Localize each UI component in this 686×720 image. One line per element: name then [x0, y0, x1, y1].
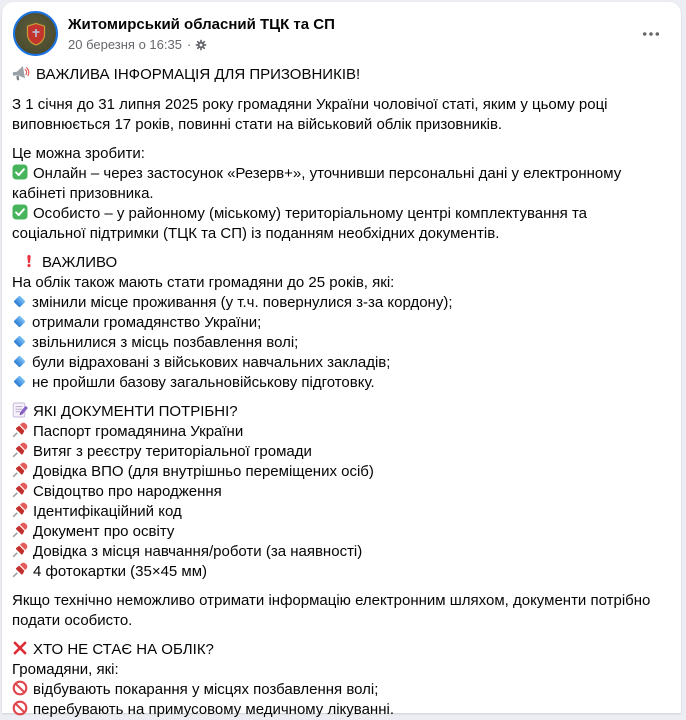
- prohibited-icon: [12, 680, 28, 696]
- documents-title-text: ЯКІ ДОКУМЕНТИ ПОТРІБНІ?: [33, 403, 238, 420]
- list-item: [12, 522, 659, 542]
- important-title: [12, 253, 659, 273]
- list-item-text: 4 фотокартки (35×45 мм): [33, 563, 208, 580]
- list-item: [12, 204, 659, 244]
- documents-section: [12, 402, 659, 582]
- page-name[interactable]: Житомирський обласний ТЦК та СП: [68, 16, 335, 33]
- green-check-icon: [12, 204, 28, 220]
- list-item: [12, 164, 659, 204]
- blue-diamond-icon: [12, 374, 27, 389]
- not-registered-section: [12, 640, 659, 720]
- list-item-text: Свідоцтво про народження: [33, 483, 222, 500]
- list-item: [12, 502, 659, 522]
- list-item-text: Онлайн – через застосунок «Резерв+», уточнивши персональні дані у електронному кабінеті призовника.: [12, 165, 622, 202]
- facebook-post-card: [2, 2, 681, 718]
- separator-dot: ·: [186, 37, 192, 52]
- more-options-button[interactable]: [635, 18, 667, 50]
- list-item: [12, 680, 659, 700]
- list-item-text: Паспорт громадянина України: [33, 423, 244, 440]
- prohibited-icon: [12, 700, 28, 716]
- intro-paragraph: З 1 січня до 31 липня 2025 року громадяни України чоловічої статі, яким у цьому році виповнюється 17 років, повинні стати на військовий облік призовників.: [12, 96, 608, 133]
- how-to-register-section: [12, 144, 659, 244]
- pushpin-icon: [12, 542, 28, 558]
- list-item-text: перебувають на примусовому медичному лікуванні.: [33, 701, 394, 718]
- list-item-text: не пройшли базову загальновійськову підготовку.: [32, 374, 375, 391]
- how-title: Це можна зробити:: [12, 145, 145, 162]
- list-item-text: відбувають покарання у місцях позбавлення волі;: [33, 681, 379, 698]
- red-exclamation-icon: [22, 253, 36, 269]
- important-section: [12, 253, 659, 393]
- list-item: [12, 482, 659, 502]
- list-item-text: звільнилися з місць позбавлення волі;: [32, 334, 299, 351]
- list-item-text: Документ про освіту: [33, 523, 175, 540]
- timestamp-text[interactable]: 20 березня о 16:35: [68, 37, 182, 52]
- post-headline: [12, 65, 659, 85]
- shield-emblem-icon: [25, 22, 47, 46]
- important-subtitle: На облік також мають стати громадяни до 25 років, які:: [12, 274, 395, 291]
- post-header: [2, 2, 681, 58]
- who-not-title-text: ХТО НЕ СТАЄ НА ОБЛІК?: [33, 641, 214, 658]
- timestamp[interactable]: [68, 37, 335, 52]
- list-item: [12, 373, 659, 393]
- important-title-text: ВАЖЛИВО: [42, 254, 118, 271]
- memo-icon: [12, 402, 28, 418]
- who-not-title: [12, 640, 659, 660]
- who-not-subtitle: Громадяни, які:: [12, 661, 119, 678]
- list-item: [12, 542, 659, 562]
- list-item: [12, 562, 659, 582]
- list-item: [12, 333, 659, 353]
- documents-title: [12, 402, 659, 422]
- list-item-text: отримали громадянство України;: [32, 314, 262, 331]
- pushpin-icon: [12, 462, 28, 478]
- list-item: [12, 313, 659, 333]
- list-item-text: Особисто – у районному (міському) територіальному центрі комплектування та соціальної підтримки (ТЦК та СП) із поданням необхідних документів.: [12, 205, 588, 242]
- list-item: [12, 700, 659, 720]
- blue-diamond-icon: [12, 354, 27, 369]
- blue-diamond-icon: [12, 294, 27, 309]
- note-paragraph: Якщо технічно неможливо отримати інформацію електронним шляхом, документи потрібно подати особисто.: [12, 592, 651, 629]
- pushpin-icon: [12, 562, 28, 578]
- loudspeaker-icon: [12, 65, 31, 81]
- list-item-text: Довідка з місця навчання/роботи (за наявності): [33, 543, 363, 560]
- list-item-text: Витяг з реєстру територіальної громади: [33, 443, 312, 460]
- blue-diamond-icon: [12, 314, 27, 329]
- ellipsis-icon: [642, 31, 660, 37]
- list-item-text: змінили місце проживання (у т.ч. повернулися з-за кордону);: [32, 294, 453, 311]
- blue-diamond-icon: [12, 334, 27, 349]
- pushpin-icon: [12, 482, 28, 498]
- list-item: [12, 442, 659, 462]
- gear-icon: [195, 39, 207, 51]
- pushpin-icon: [12, 522, 28, 538]
- list-item: [12, 422, 659, 442]
- list-item: [12, 353, 659, 373]
- headline-text: ВАЖЛИВА ІНФОРМАЦІЯ ДЛЯ ПРИЗОВНИКІВ!: [36, 66, 361, 83]
- post-content: [2, 58, 681, 720]
- list-item-text: були відраховані з військових навчальних закладів;: [32, 354, 391, 371]
- green-check-icon: [12, 164, 28, 180]
- header-info: [68, 11, 335, 52]
- pushpin-icon: [12, 502, 28, 518]
- list-item-text: Довідка ВПО (для внутрішньо переміщених осіб): [33, 463, 374, 480]
- list-item-text: Ідентифікаційний код: [33, 503, 182, 520]
- red-cross-icon: [12, 640, 28, 656]
- pushpin-icon: [12, 442, 28, 458]
- list-item: [12, 462, 659, 482]
- list-item: [12, 293, 659, 313]
- pushpin-icon: [12, 422, 28, 438]
- avatar[interactable]: [13, 11, 58, 56]
